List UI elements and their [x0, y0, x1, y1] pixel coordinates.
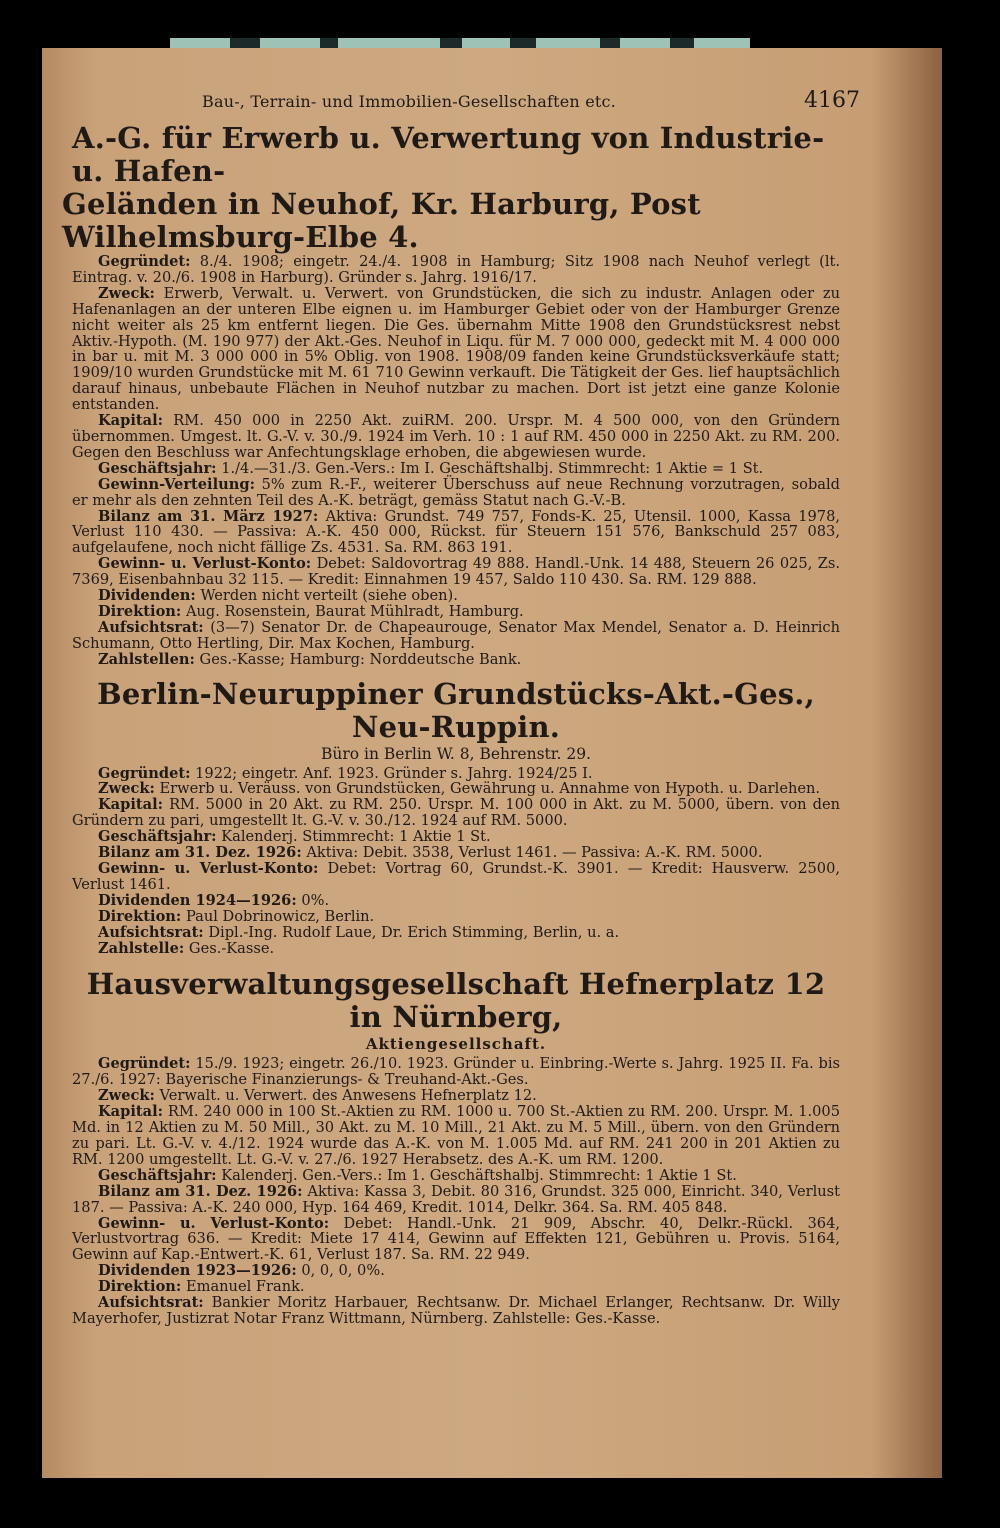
- entry-field: [72, 925, 840, 941]
- entry-field: [72, 893, 840, 909]
- field-text: Kalenderj. Gen.-Vers.: Im 1. Geschäftshalbj. Stimmrecht: 1 Aktie 1 St.: [221, 1166, 737, 1184]
- field-label: Aufsichtsrat:: [98, 618, 204, 636]
- entry-field: [72, 413, 840, 461]
- field-label: Aufsichtsrat:: [98, 923, 204, 941]
- field-text: RM. 450 000 in 2250 Akt. zuiRM. 200. Urspr. M. 4 500 000, von den Gründern übernommen. Umgest. lt. G.-V. v. 30./9. 1924 im Verh. 10 : 1 auf RM. 450 000 in 2250 Akt. zu RM. 200. Gegen den Beschluss war Anfechtungsklage erhoben, die abgewiesen wurde.: [72, 412, 841, 461]
- entry-field: [72, 604, 840, 620]
- entry-field: [72, 477, 840, 509]
- field-text: Dipl.-Ing. Rudolf Laue, Dr. Erich Stimming, Berlin, u. a.: [208, 923, 620, 941]
- field-text: Erwerb, Verwalt. u. Verwert. von Grundstücken, die sich zu industr. Anlagen oder zu Hafenanlagen an der unteren Elbe eignen u. im Hamburger Gebiet oder von der Hamburger Grenze nicht weiter als 25 km entfernt liegen. Die Ges. übernahm Mitte 1908 den Grundstücksrest nebst Aktiv.-Hypoth. (M. 190 977) der Akt.-Ges. Neuhof in Liqu. für M. 7 000 000, gedeckt mit M. 4 000 000 in bar u. mit M. 3 000 000 in 5% Oblig. von 1908. 1908/09 fanden keine Grundstücksverkäufe statt; 1909/10 wurden Grundstücke mit M. 61 710 Gewinn verkauft. Die Tätigkeit der Ges. lief hauptsächlich darauf hinaus, unbebaute Flächen in Neuhof nutzbar zu machen. Dort ist jetzt eine ganze Kolonie entstanden.: [72, 284, 841, 414]
- running-head-title: Bau-, Terrain- und Immobilien-Gesellschaften etc.: [202, 92, 616, 111]
- entry-field: [72, 781, 840, 797]
- field-label: Zweck:: [98, 780, 155, 798]
- entry-field: [72, 797, 840, 829]
- page-content: [62, 88, 860, 1333]
- company-title: Berlin-Neuruppiner Grundstücks-Akt.-Ges., Neu-Ruppin.: [97, 676, 815, 744]
- field-label: Gegründet:: [98, 1055, 191, 1073]
- entry-field: [72, 461, 840, 477]
- field-text: Aug. Rosenstein, Baurat Mühlradt, Hamburg.: [185, 602, 524, 620]
- company-subtitle: Aktiengesellschaft.: [365, 1035, 547, 1054]
- company-title-line2: Geländen in Neuhof, Kr. Harburg, Post Wilhelmsburg-Elbe 4.: [62, 187, 701, 254]
- field-text: Bankier Moritz Harbauer, Rechtsanw. Dr. Michael Erlanger, Rechtsanw. Dr. Willy Mayerhofer, Justizrat Notar Franz Wittmann, Nürnberg. Zahlstelle: Ges.-Kasse.: [72, 1294, 841, 1327]
- entry-field: [72, 1184, 840, 1216]
- field-label: Geschäftsjahr:: [98, 459, 217, 477]
- entry-field: [72, 941, 840, 957]
- field-text: 0%.: [301, 891, 330, 909]
- entry-field: [72, 509, 840, 557]
- field-text: 5% zum R.-F., weiterer Überschuss auf neue Rechnung vorzutragen, sobald er mehr als den zehnten Teil des A.-K. beträgt, gemäss Statut nach G.-V.-B.: [72, 475, 840, 509]
- field-label: Bilanz am 31. Dez. 1926:: [98, 1182, 303, 1200]
- field-text: Aktiva: Debit. 3538, Verlust 1461. — Passiva: A.-K. RM. 5000.: [306, 844, 763, 862]
- field-text: 8./4. 1908; eingetr. 24./4. 1908 in Hamburg; Sitz 1908 nach Neuhof verlegt (lt. Eintrag. v. 20./6. 1908 in Harburg). Gründer s. Jahrg. 1916/17.: [72, 253, 840, 286]
- entry-field: [72, 1263, 840, 1279]
- entry-field: [72, 1279, 840, 1295]
- entry-field: [72, 829, 840, 845]
- entry-field: [72, 766, 840, 782]
- field-label: Direktion:: [98, 1278, 182, 1296]
- field-label: Zahlstelle:: [98, 939, 185, 957]
- running-head: [72, 88, 860, 122]
- entry-field: [72, 1088, 840, 1104]
- field-text: RM. 240 000 in 100 St.-Aktien zu RM. 1000 u. 700 St.-Aktien zu RM. 200. Urspr. M. 1.005 Md. in 12 Aktien zu M. 50 Mill., 30 Akt. zu M. 10 Mill., 21 Akt. zu M. 5 Mill., übern. von den Gründern zu pari. Lt. G.-V. v. 4./12. 1924 wurde das A.-K. von M. 1.005 Md. auf RM. 241 200 in 201 Aktien zu RM. 1200 umgestellt. Lt. G.-V. v. 27./6. 1927 Herabsetz. des A.-K. um RM. 1200.: [72, 1103, 840, 1168]
- entry-field: [72, 652, 840, 668]
- field-text: Aktiva: Kassa 3, Debit. 80 316, Grundst. 325 000, Einricht. 340, Verlust 187. — Passiva: A.-K. 240 000, Hyp. 164 469, Kredit. 1014, Delkr. 364. Sa. RM. 405 848.: [72, 1182, 840, 1216]
- entry-field: [72, 1216, 840, 1264]
- field-text: Emanuel Frank.: [185, 1278, 305, 1296]
- field-label: Zahlstellen:: [98, 650, 195, 668]
- entry-field: [72, 1104, 840, 1168]
- field-label: Zweck:: [98, 284, 155, 302]
- company-entry: [62, 121, 841, 668]
- field-label: Direktion:: [98, 602, 182, 620]
- field-text: 1922; eingetr. Anf. 1923. Gründer s. Jahrg. 1924/25 I.: [195, 764, 593, 782]
- field-label: Kapital:: [98, 412, 164, 430]
- entry-field: [72, 588, 840, 604]
- field-text: 0, 0, 0, 0%.: [301, 1262, 385, 1280]
- company-subtitle: Büro in Berlin W. 8, Behrenstr. 29.: [320, 744, 591, 763]
- field-label: Direktion:: [98, 907, 182, 925]
- field-label: Gewinn- u. Verlust-Konto:: [98, 1214, 330, 1232]
- field-text: Debet: Vortrag 60, Grundst.-K. 3901. — Kredit: Hausverw. 2500, Verlust 1461.: [72, 860, 840, 893]
- field-label: Gegründet:: [98, 253, 191, 270]
- field-label: Bilanz am 31. März 1927:: [98, 507, 319, 525]
- field-text: Debet: Saldovortrag 49 888. Handl.-Unk. 14 488, Steuern 26 025, Zs. 7369, Eisenbahnbau 32 115. — Kredit: Einnahmen 19 457, Saldo 110 430. Sa. RM. 129 888.: [72, 555, 841, 589]
- entry-field: [72, 909, 840, 925]
- entry-field: [72, 556, 840, 588]
- field-text: Verwalt. u. Verwert. des Anwesens Hefnerplatz 12.: [159, 1087, 537, 1105]
- entry-field: [72, 1168, 840, 1184]
- field-text: Debet: Handl.-Unk. 21 909, Abschr. 40, Delkr.-Rückl. 364, Verlustvortrag 636. — Kredit: Miete 17 414, Gewinn auf Effekten 121, Gebühren u. Provis. 5164, Gewinn auf Kap.-Entwert.-K. 61, Verlust 187. Sa. RM. 22 949.: [72, 1214, 840, 1264]
- entry-field: [72, 1295, 840, 1327]
- field-label: Dividenden:: [98, 587, 196, 605]
- field-label: Aufsichtsrat:: [98, 1294, 204, 1312]
- company-title: Hausverwaltungsgesellschaft Hefnerplatz 12 in Nürnberg,: [86, 967, 826, 1035]
- field-text: (3—7) Senator Dr. de Chapeaurouge, Senator Max Mendel, Senator a. D. Heinrich Schumann, Otto Hertling, Dir. Max Kochen, Hamburg.: [72, 618, 841, 652]
- field-label: Geschäftsjahr:: [98, 828, 217, 846]
- field-label: Gegründet:: [98, 764, 191, 782]
- field-label: Gewinn- u. Verlust-Konto:: [98, 555, 312, 573]
- field-text: RM. 5000 in 20 Akt. zu RM. 250. Urspr. M. 100 000 in Akt. zu M. 5000, übern. von den Gründern zu pari, umgestellt lt. G.-V. v. 30./12. 1924 auf RM. 5000.: [72, 796, 840, 830]
- company-entry: [72, 968, 840, 1326]
- field-label: Dividenden 1924—1926:: [98, 891, 297, 909]
- field-text: Aktiva: Grundst. 749 757, Fonds-K. 25, Utensil. 1000, Kassa 1978, Verlust 110 430. — Passiva: A.-K. 450 000, Rückst. für Steuern 151 576, Bankschuld 257 083, aufgelaufene, noch nicht fällige Zs. 4531. Sa. RM. 863 191.: [72, 507, 841, 557]
- field-text: Ges.-Kasse; Hamburg: Norddeutsche Bank.: [199, 650, 522, 668]
- company-title: A.-G. für Erwerb u. Verwertung von Industrie- u. Hafen-: [72, 121, 825, 188]
- entry-field: [72, 861, 840, 893]
- page-number: 4167: [804, 88, 860, 113]
- field-text: Paul Dobrinowicz, Berlin.: [185, 907, 375, 925]
- field-label: Geschäftsjahr:: [98, 1166, 217, 1184]
- entry-field: [72, 254, 840, 286]
- field-label: Gewinn-Verteilung:: [98, 475, 255, 493]
- entry-field: [72, 1056, 840, 1088]
- field-text: Kalenderj. Stimmrecht: 1 Aktie 1 St.: [221, 828, 491, 846]
- entry-field: [72, 620, 840, 652]
- field-text: Werden nicht verteilt (siehe oben).: [200, 587, 458, 605]
- field-label: Bilanz am 31. Dez. 1926:: [98, 844, 302, 862]
- field-text: Erwerb u. Veräuss. von Grundstücken, Gewährung u. Annahme von Hypoth. u. Darlehen.: [159, 780, 821, 798]
- field-label: Gewinn- u. Verlust-Konto:: [98, 860, 319, 877]
- field-text: 1./4.—31./3. Gen.-Vers.: Im I. Geschäftshalbj. Stimmrecht: 1 Aktie = 1 St.: [221, 459, 764, 477]
- field-label: Kapital:: [98, 1103, 164, 1121]
- field-label: Dividenden 1923—1926:: [98, 1262, 297, 1280]
- entry-field: [72, 845, 840, 861]
- field-label: Zweck:: [98, 1087, 155, 1105]
- field-text: Ges.-Kasse.: [188, 939, 275, 957]
- entry-field: [72, 286, 840, 413]
- field-label: Kapital:: [98, 796, 164, 814]
- field-text: 15./9. 1923; eingetr. 26./10. 1923. Gründer u. Einbring.-Werte s. Jahrg. 1925 II. Fa. bis 27./6. 1927: Bayerische Finanzierungs- & Treuhand-Akt.-Ges.: [72, 1055, 841, 1089]
- company-entry: [72, 678, 840, 957]
